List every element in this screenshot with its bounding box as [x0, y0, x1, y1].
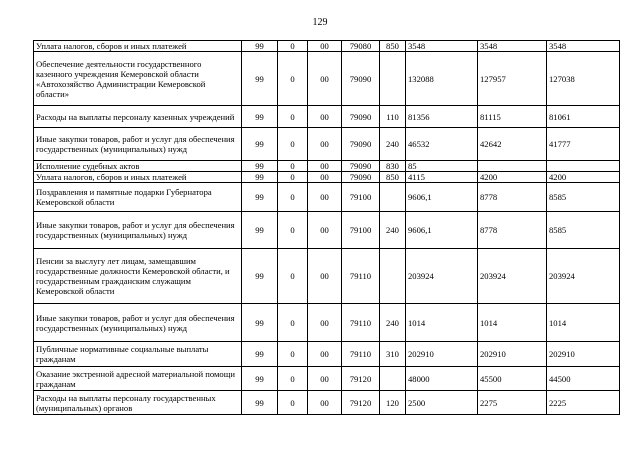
section-code: 99: [242, 342, 278, 367]
amount-year-3: 4200: [547, 172, 620, 183]
section-code: 99: [242, 172, 278, 183]
amount-year-1: 2500: [406, 391, 478, 415]
amount-year-2: 42642: [478, 128, 547, 161]
amount-year-1: 81356: [406, 106, 478, 128]
table-row: [34, 106, 620, 128]
row-name: Оказание экстренной адресной материальной помощи гражданам: [34, 367, 242, 391]
section-code: 99: [242, 212, 278, 249]
subsection-code: 0: [278, 128, 308, 161]
amount-year-3: 2225: [547, 391, 620, 415]
subsection-code: 0: [278, 367, 308, 391]
amount-year-2: 45500: [478, 367, 547, 391]
program-code: 00: [308, 52, 342, 106]
table-row: [34, 212, 620, 249]
expense-type-code: [380, 183, 406, 212]
program-code: 00: [308, 212, 342, 249]
program-code: 00: [308, 367, 342, 391]
direction-code: 79100: [342, 212, 380, 249]
table-row: [34, 183, 620, 212]
table-body: [34, 41, 620, 415]
amount-year-1: 85: [406, 161, 478, 172]
direction-code: 79100: [342, 183, 380, 212]
program-code: 00: [308, 172, 342, 183]
row-name: Иные закупки товаров, работ и услуг для обеспечения государственных (муниципальных) нужд: [34, 212, 242, 249]
program-code: 00: [308, 161, 342, 172]
direction-code: 79110: [342, 342, 380, 367]
program-code: 00: [308, 183, 342, 212]
amount-year-2: 203924: [478, 249, 547, 304]
row-name: Расходы на выплаты персоналу казенных учреждений: [34, 106, 242, 128]
expense-type-code: 120: [380, 391, 406, 415]
row-name: Уплата налогов, сборов и иных платежей: [34, 41, 242, 52]
amount-year-3: 44500: [547, 367, 620, 391]
section-code: 99: [242, 41, 278, 52]
amount-year-1: 132088: [406, 52, 478, 106]
page-number: 129: [312, 17, 328, 28]
amount-year-1: 1014: [406, 304, 478, 342]
direction-code: 79110: [342, 304, 380, 342]
subsection-code: 0: [278, 342, 308, 367]
subsection-code: 0: [278, 52, 308, 106]
section-code: 99: [242, 367, 278, 391]
amount-year-2: 1014: [478, 304, 547, 342]
expense-type-code: [380, 249, 406, 304]
subsection-code: 0: [278, 249, 308, 304]
subsection-code: 0: [278, 212, 308, 249]
amount-year-3: 8585: [547, 212, 620, 249]
row-name: Иные закупки товаров, работ и услуг для обеспечения государственных (муниципальных) нужд: [34, 304, 242, 342]
amount-year-1: 9606,1: [406, 212, 478, 249]
amount-year-3: 1014: [547, 304, 620, 342]
section-code: 99: [242, 391, 278, 415]
program-code: 00: [308, 391, 342, 415]
row-name: Уплата налогов, сборов и иных платежей: [34, 172, 242, 183]
table-row: [34, 128, 620, 161]
amount-year-3: [547, 161, 620, 172]
direction-code: 79090: [342, 106, 380, 128]
budget-table: [33, 40, 620, 415]
section-code: 99: [242, 128, 278, 161]
section-code: 99: [242, 106, 278, 128]
table-row: [34, 52, 620, 106]
program-code: 00: [308, 106, 342, 128]
row-name: Публичные нормативные социальные выплаты гражданам: [34, 342, 242, 367]
section-code: 99: [242, 249, 278, 304]
amount-year-3: 41777: [547, 128, 620, 161]
program-code: 00: [308, 41, 342, 52]
amount-year-1: 46532: [406, 128, 478, 161]
amount-year-3: 127038: [547, 52, 620, 106]
amount-year-1: 48000: [406, 367, 478, 391]
amount-year-3: 81061: [547, 106, 620, 128]
subsection-code: 0: [278, 106, 308, 128]
expense-type-code: 240: [380, 128, 406, 161]
direction-code: 79090: [342, 52, 380, 106]
amount-year-3: 203924: [547, 249, 620, 304]
table-row: [34, 161, 620, 172]
program-code: 00: [308, 249, 342, 304]
expense-type-code: 830: [380, 161, 406, 172]
amount-year-1: 203924: [406, 249, 478, 304]
table-row: [34, 249, 620, 304]
expense-type-code: [380, 52, 406, 106]
expense-type-code: 240: [380, 304, 406, 342]
amount-year-1: 3548: [406, 41, 478, 52]
direction-code: 79120: [342, 391, 380, 415]
program-code: 00: [308, 128, 342, 161]
direction-code: 79080: [342, 41, 380, 52]
direction-code: 79120: [342, 367, 380, 391]
expense-type-code: 310: [380, 342, 406, 367]
direction-code: 79090: [342, 172, 380, 183]
subsection-code: 0: [278, 41, 308, 52]
table-row: [34, 367, 620, 391]
expense-type-code: 850: [380, 41, 406, 52]
row-name: Расходы на выплаты персоналу государственных (муниципальных) органов: [34, 391, 242, 415]
subsection-code: 0: [278, 183, 308, 212]
row-name: Поздравления и памятные подарки Губернатора Кемеровской области: [34, 183, 242, 212]
table-row: [34, 172, 620, 183]
direction-code: 79110: [342, 249, 380, 304]
amount-year-2: 8778: [478, 183, 547, 212]
direction-code: 79090: [342, 161, 380, 172]
amount-year-2: [478, 161, 547, 172]
table-row: [34, 342, 620, 367]
amount-year-1: 4115: [406, 172, 478, 183]
expense-type-code: 850: [380, 172, 406, 183]
amount-year-2: 4200: [478, 172, 547, 183]
amount-year-3: 8585: [547, 183, 620, 212]
expense-type-code: [380, 367, 406, 391]
row-name: Обеспечение деятельности государственного казенного учреждения Кемеровской области «Автохозяйство Администрации Кемеровской области»: [34, 52, 242, 106]
expense-type-code: 110: [380, 106, 406, 128]
section-code: 99: [242, 183, 278, 212]
amount-year-3: 3548: [547, 41, 620, 52]
table-row: [34, 41, 620, 52]
expense-type-code: 240: [380, 212, 406, 249]
amount-year-1: 202910: [406, 342, 478, 367]
amount-year-2: 8778: [478, 212, 547, 249]
amount-year-2: 202910: [478, 342, 547, 367]
program-code: 00: [308, 304, 342, 342]
amount-year-2: 127957: [478, 52, 547, 106]
row-name: Пенсии за выслугу лет лицам, замещавшим государственные должности Кемеровской области, и государственным гражданским служащим Кемеровской области: [34, 249, 242, 304]
subsection-code: 0: [278, 161, 308, 172]
section-code: 99: [242, 161, 278, 172]
section-code: 99: [242, 52, 278, 106]
subsection-code: 0: [278, 172, 308, 183]
table-row: [34, 391, 620, 415]
direction-code: 79090: [342, 128, 380, 161]
subsection-code: 0: [278, 304, 308, 342]
amount-year-3: 202910: [547, 342, 620, 367]
program-code: 00: [308, 342, 342, 367]
amount-year-2: 3548: [478, 41, 547, 52]
row-name: Исполнение судебных актов: [34, 161, 242, 172]
subsection-code: 0: [278, 391, 308, 415]
amount-year-2: 2275: [478, 391, 547, 415]
amount-year-1: 9606,1: [406, 183, 478, 212]
amount-year-2: 81115: [478, 106, 547, 128]
section-code: 99: [242, 304, 278, 342]
row-name: Иные закупки товаров, работ и услуг для обеспечения государственных (муниципальных) нужд: [34, 128, 242, 161]
table-row: [34, 304, 620, 342]
